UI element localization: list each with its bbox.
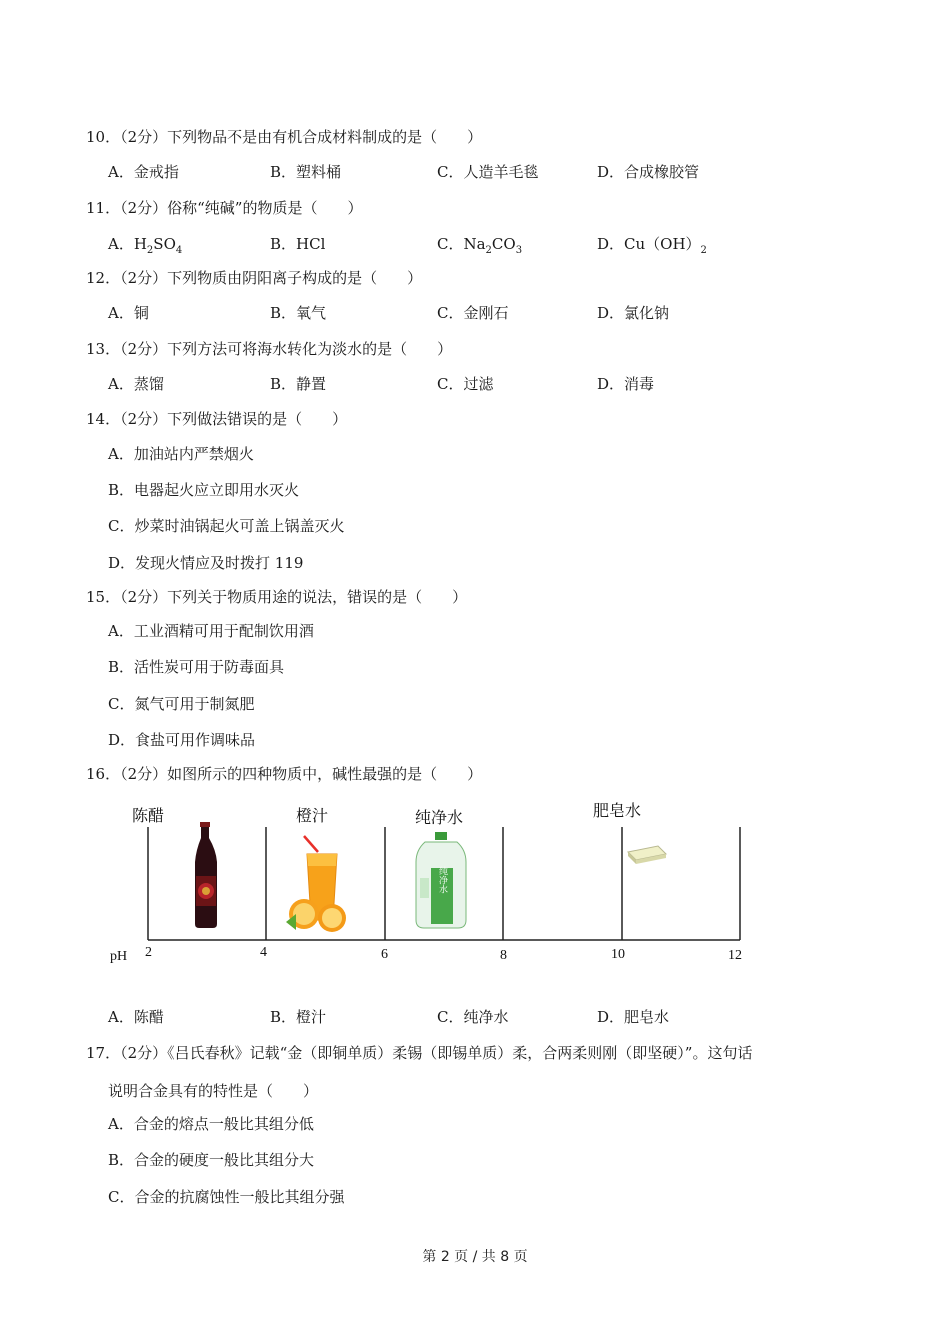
question-15-stem: 15．（2分）下列关于物质用途的说法，错误的是（ ）	[86, 588, 468, 606]
tick-label: 2	[145, 945, 152, 960]
option-c: C．人造羊毛毯	[437, 163, 539, 181]
option-d: D．合成橡胶管	[597, 163, 700, 181]
option-c: C．纯净水	[437, 1008, 509, 1026]
question-14-stem: 14．（2分）下列做法错误的是（ ）	[86, 410, 348, 428]
soap-bar-icon	[628, 846, 666, 864]
label-vinegar: 陈醋	[132, 806, 165, 825]
option-b: B．塑料桶	[270, 163, 342, 181]
label-soap-water: 肥皂水	[593, 801, 642, 820]
tick-label: 4	[260, 945, 267, 960]
option-d: D．肥皂水	[597, 1008, 670, 1026]
label-orange-juice: 橙汁	[296, 806, 329, 825]
question-16-stem: 16．（2分）如图所示的四种物质中，碱性最强的是（ ）	[86, 765, 483, 783]
question-13-stem: 13．（2分）下列方法可将海水转化为淡水的是（ ）	[86, 340, 453, 358]
tick-label: 12	[728, 948, 742, 963]
option-c: C．合金的抗腐蚀性一般比其组分强	[108, 1188, 345, 1206]
ph-scale-figure	[100, 792, 760, 977]
ph-axis-label: pH	[110, 949, 128, 964]
tick-label: 6	[381, 947, 388, 962]
label-pure-water: 纯净水	[415, 808, 464, 827]
option-a: A．金戒指	[108, 163, 179, 181]
tick-label: 8	[500, 948, 507, 963]
option-a: A．工业酒精可用于配制饮用酒	[108, 622, 314, 640]
option-a: A．铜	[108, 304, 149, 322]
question-12-stem: 12．（2分）下列物质由阴阳离子构成的是（ ）	[86, 269, 423, 287]
option-b: B．活性炭可用于防毒面具	[108, 658, 285, 676]
question-17-stem: 17．（2分）《吕氏春秋》记载“金（即铜单质）柔锡（即锡单质）柔，合两柔则刚（即坚硬）”。这句话	[86, 1044, 753, 1062]
question-17-stem-continued: 说明合金具有的特性是（ ）	[108, 1082, 319, 1100]
orange-juice-icon	[286, 836, 346, 932]
option-d: D．$Cu(OH)_2$	[597, 235, 707, 256]
option-d: D．氯化钠	[597, 304, 670, 322]
option-b: B．橙汁	[270, 1008, 327, 1026]
option-b: B．静置	[270, 375, 327, 393]
option-a: A．合金的熔点一般比其组分低	[108, 1115, 314, 1133]
tick-label: 10	[611, 947, 625, 962]
option-c: C．炒菜时油锅起火可盖上锅盖灭火	[108, 517, 345, 535]
page-footer: 第 2 页 / 共 8 页	[422, 1249, 528, 1265]
option-c: C．金刚石	[437, 304, 509, 322]
option-c: C．$Na_2CO_3$	[437, 235, 523, 256]
option-c: C．氮气可用于制氮肥	[108, 695, 255, 713]
option-a: A．陈醋	[108, 1008, 164, 1026]
option-a: A．蒸馏	[108, 375, 164, 393]
option-d: D．食盐可用作调味品	[108, 731, 256, 749]
option-c: C．过滤	[437, 375, 494, 393]
option-a: A．加油站内严禁烟火	[108, 445, 254, 463]
water-jug-icon	[416, 832, 466, 928]
question-11-stem: 11．（2分）俗称“纯碱”的物质是（ ）	[86, 199, 363, 217]
option-b: B．HCl	[270, 235, 326, 253]
option-b: B．氧气	[270, 304, 327, 322]
option-a: A．$H_2SO_4$	[108, 235, 183, 256]
water-bottle-label: 纯净水	[437, 866, 447, 894]
vinegar-bottle-icon	[195, 822, 217, 928]
option-d: D．消毒	[597, 375, 655, 393]
option-b: B．合金的硬度一般比其组分大	[108, 1151, 315, 1169]
question-10-stem: 10．（2分）下列物品不是由有机合成材料制成的是（ ）	[86, 128, 483, 146]
option-d: D．发现火情应及时拨打 119	[108, 554, 304, 572]
option-b: B．电器起火应立即用水灭火	[108, 481, 300, 499]
